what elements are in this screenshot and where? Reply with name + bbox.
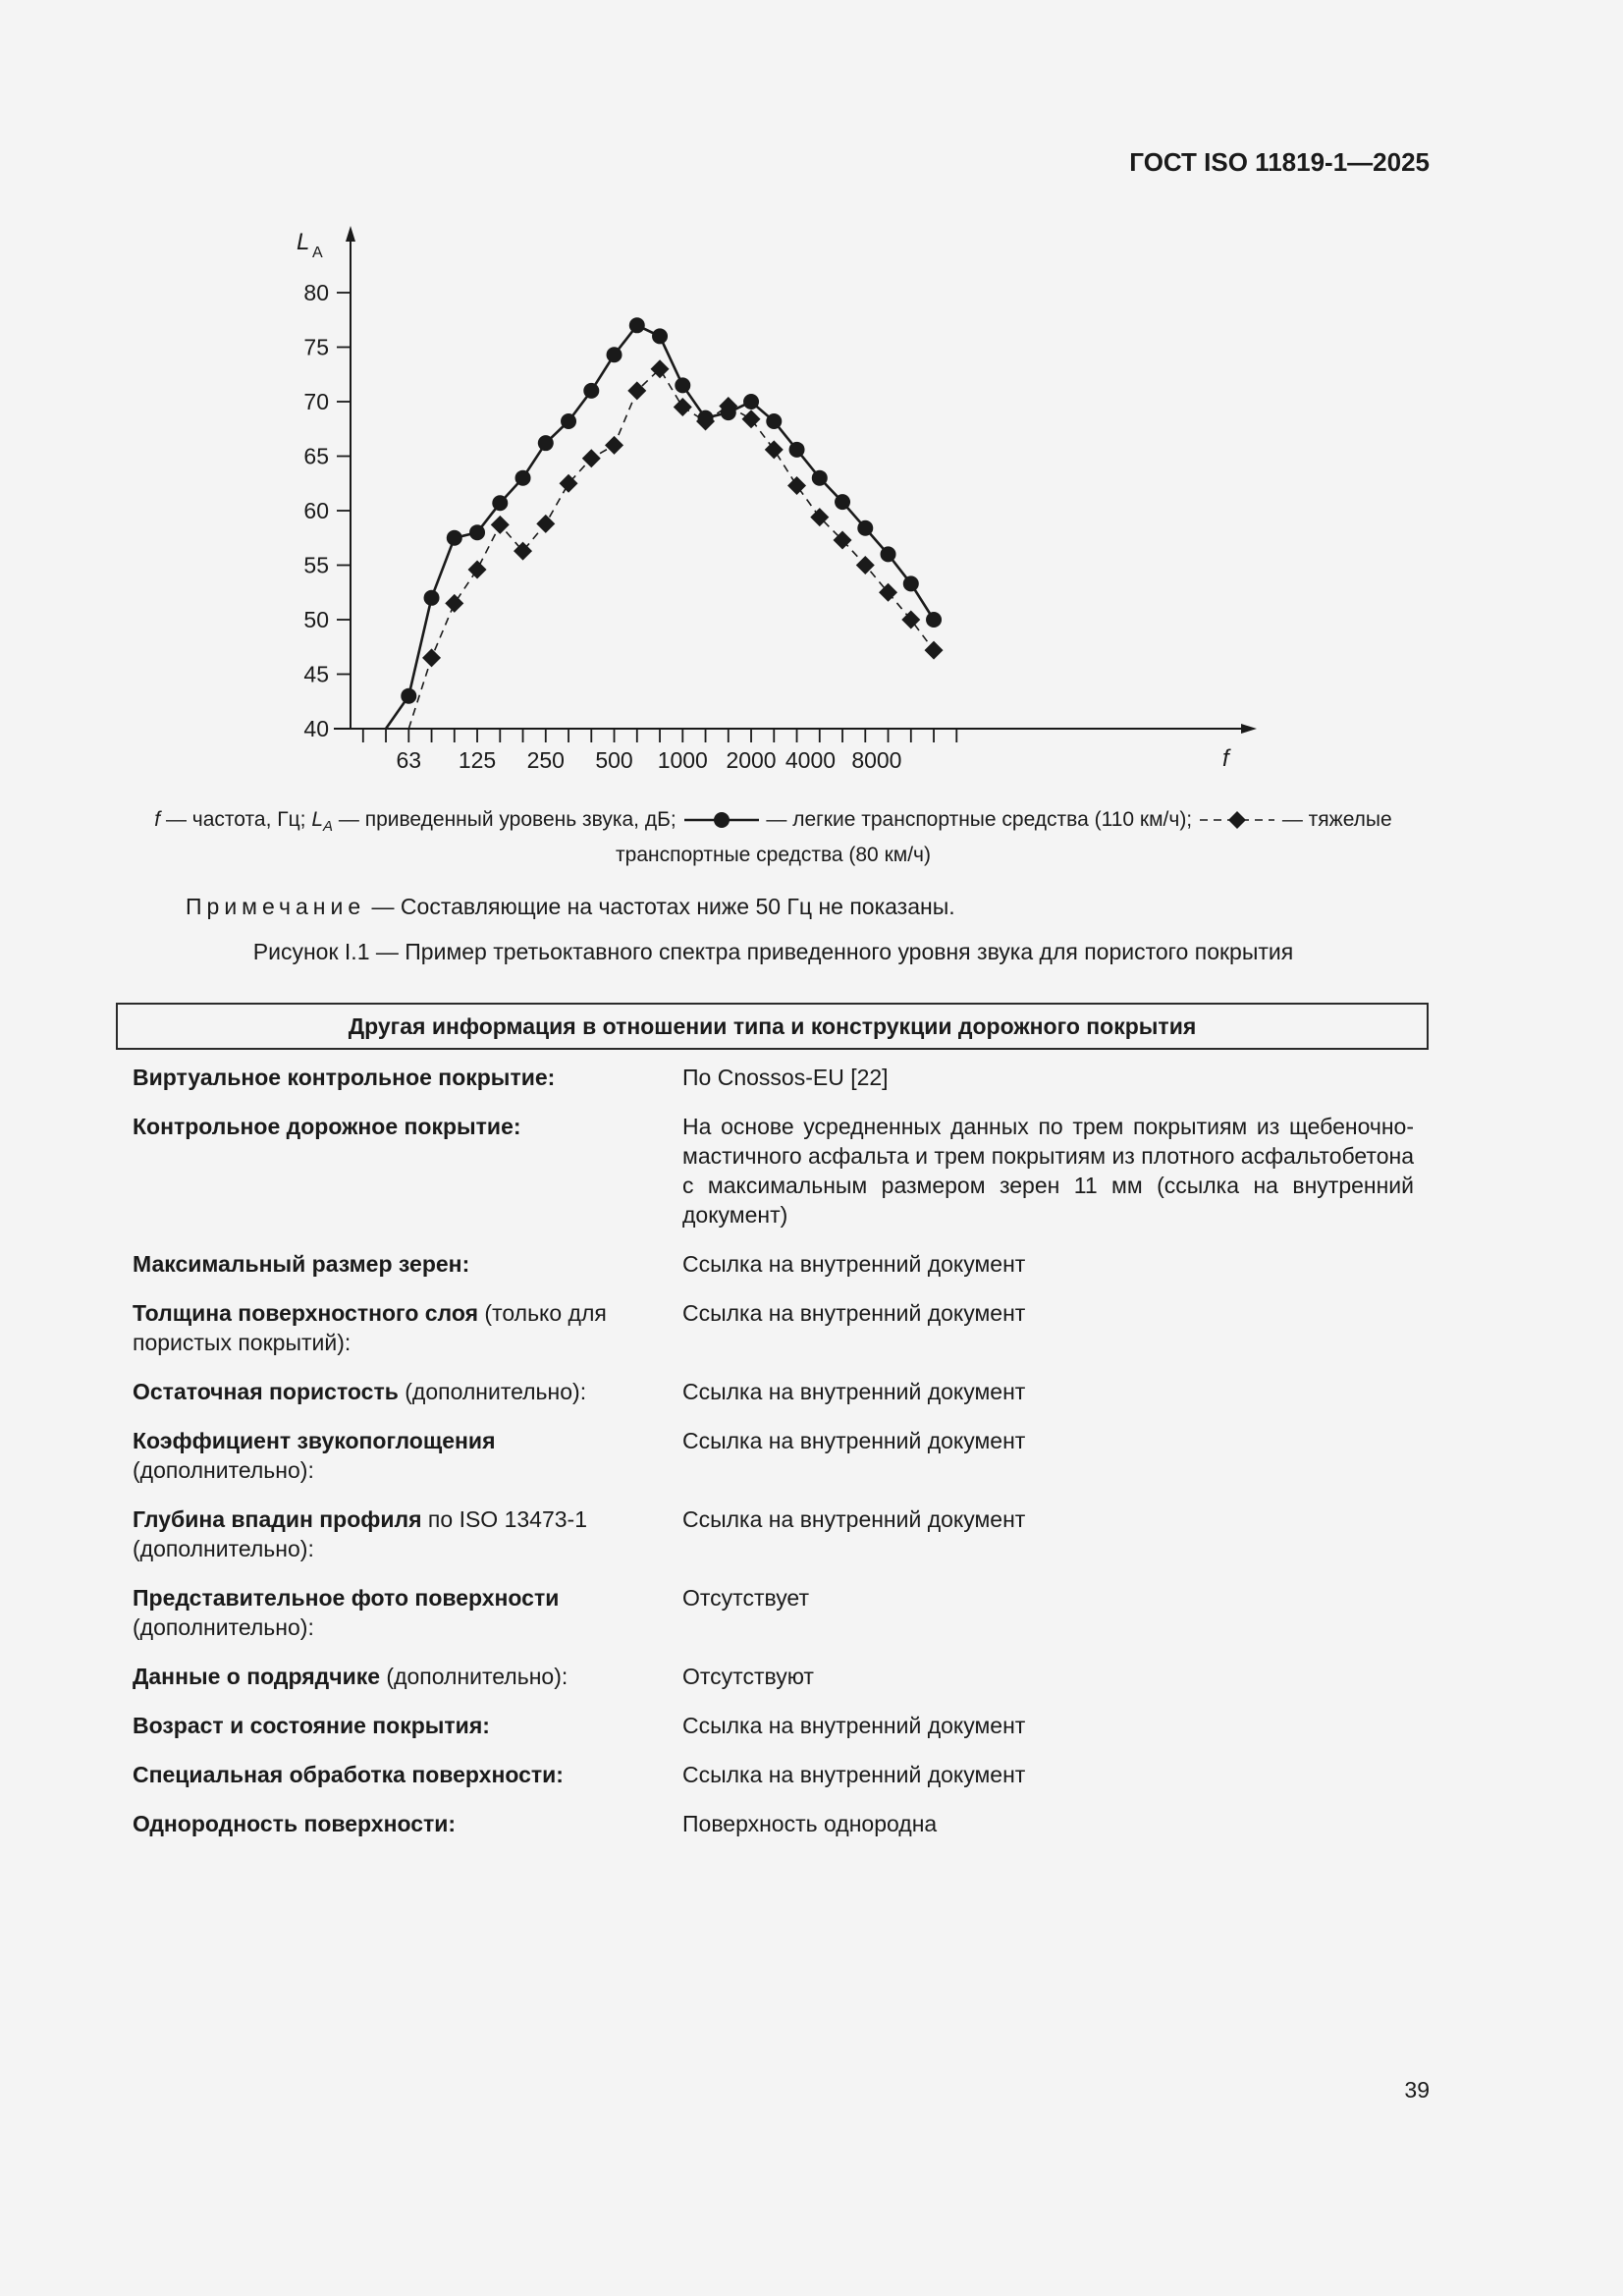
figure-caption: Рисунок I.1 — Пример третьоктавного спектра приведенного уровня звука для пористого покрытия: [252, 939, 1294, 964]
info-row-label: [133, 1298, 682, 1377]
info-label-bold: Виртуальное контрольное покрытие:: [133, 1065, 556, 1090]
y-axis-arrow-icon: [346, 226, 355, 242]
x-tick-label: 500: [595, 747, 633, 773]
y-tick-label: 50: [303, 607, 329, 632]
info-label-bold: Максимальный размер зерен:: [133, 1251, 470, 1277]
info-label-bold: Специальная обработка поверхности:: [133, 1762, 564, 1787]
info-row-value: Ссылка на внутренний документ: [682, 1506, 1026, 1532]
legend-f-symbol: f: [154, 808, 161, 831]
series-line-1: [386, 325, 934, 729]
x-axis-arrow-icon: [1241, 724, 1257, 734]
info-label-bold: Остаточная пористость: [133, 1379, 399, 1404]
info-row-value: Ссылка на внутренний документ: [682, 1428, 1026, 1453]
x-tick-label: 125: [458, 747, 497, 773]
x-tick-label: 250: [526, 747, 565, 773]
info-table: [133, 1063, 1414, 1858]
legend-f-desc: — частота, Гц;: [160, 808, 312, 831]
data-point-diamond: [901, 611, 920, 629]
data-point-diamond: [536, 515, 555, 533]
x-axis-label: f: [1222, 745, 1229, 772]
legend-la-symbol: L: [311, 808, 324, 831]
info-row-value: Ссылка на внутренний документ: [682, 1713, 1026, 1738]
info-label-normal: (только для пористых покрытий):: [133, 1300, 607, 1355]
info-row: [133, 1063, 1414, 1112]
info-label-normal: (дополнительно):: [133, 1614, 314, 1640]
info-row-label: [133, 1711, 682, 1760]
info-row-value: Отсутствует: [682, 1585, 809, 1611]
y-tick-label: 65: [303, 443, 329, 469]
figure-note: [186, 894, 955, 920]
legend-la-sub: A: [323, 818, 334, 836]
data-point-circle: [881, 546, 896, 562]
data-point-diamond: [605, 436, 623, 455]
data-point-circle: [492, 495, 508, 511]
data-point-circle: [857, 520, 873, 536]
info-label-bold: Глубина впадин профиля: [133, 1506, 422, 1532]
data-point-circle: [926, 612, 942, 628]
series-line-2: [408, 369, 934, 729]
info-label-bold: Толщина поверхностного слоя: [133, 1300, 479, 1326]
y-tick-label: 70: [303, 389, 329, 414]
info-label-bold: Данные о подрядчике: [133, 1664, 381, 1689]
data-point-circle: [812, 470, 828, 486]
info-row-value: Ссылка на внутренний документ: [682, 1300, 1026, 1326]
info-row-value: Ссылка на внутренний документ: [682, 1251, 1026, 1277]
info-row: [133, 1504, 1414, 1583]
info-row-value: Ссылка на внутренний документ: [682, 1762, 1026, 1787]
data-point-diamond: [422, 648, 441, 667]
legend-light-desc: — легкие транспортные средства (110 км/ч);: [760, 808, 1198, 831]
info-row-value: Поверхность однородна: [682, 1811, 938, 1836]
y-tick-label: 40: [303, 716, 329, 741]
info-row-label: [133, 1662, 682, 1711]
info-row: [133, 1809, 1414, 1858]
data-point-diamond: [765, 440, 784, 459]
info-label-bold: Однородность поверхности:: [133, 1811, 457, 1836]
info-label-bold: Контрольное дорожное покрытие:: [133, 1114, 521, 1139]
standard-code: ГОСТ ISO 11819-1—2025: [1129, 147, 1430, 177]
data-point-diamond: [445, 594, 463, 613]
sound-level-spectrum-chart: [275, 218, 1276, 793]
note-text: — Составляющие на частотах ниже 50 Гц не показаны.: [365, 894, 955, 919]
data-point-diamond: [787, 476, 806, 495]
info-row-label: [133, 1583, 682, 1662]
data-point-circle: [561, 413, 576, 429]
data-point-circle: [424, 590, 440, 606]
figure-legend: [116, 805, 1431, 869]
x-tick-label: 2000: [726, 747, 777, 773]
y-tick-label: 45: [303, 661, 329, 687]
data-point-circle: [447, 530, 462, 546]
y-tick-label: 80: [303, 280, 329, 305]
info-row-value: По Cnossos-EU [22]: [682, 1065, 889, 1090]
x-tick-label: 4000: [784, 747, 837, 773]
data-point-diamond: [468, 560, 487, 578]
data-point-diamond: [582, 449, 601, 467]
info-row-label: [133, 1112, 682, 1249]
page-number: 39: [1404, 2077, 1430, 2103]
x-tick-label: 8000: [851, 747, 902, 773]
info-row-label: [133, 1426, 682, 1504]
data-point-diamond: [856, 556, 875, 574]
info-row-label: [133, 1760, 682, 1809]
info-row: [133, 1377, 1414, 1426]
info-row-value: На основе усредненных данных по трем покрытиям из щебеночно-мастичного асфальта и трем покрытиям из плотного асфальтобетона с максимальным размером зерен 11 мм (ссылка на внутренний документ): [682, 1114, 1414, 1228]
data-point-circle: [789, 442, 805, 458]
legend-la-desc: — приведенный уровень звука, дБ;: [333, 808, 682, 831]
data-point-circle: [401, 688, 416, 704]
info-row-label: [133, 1377, 682, 1426]
info-row-value: Отсутствуют: [682, 1664, 814, 1689]
data-point-circle: [629, 317, 645, 333]
info-label-normal: по ISO 13473-1 (дополнительно):: [133, 1506, 587, 1561]
legend-diamond-marker-icon: [1198, 810, 1276, 830]
data-point-circle: [607, 347, 622, 362]
info-label-bold: Возраст и состояние покрытия:: [133, 1713, 490, 1738]
data-point-circle: [652, 328, 668, 344]
info-row: [133, 1711, 1414, 1760]
chart-series: [386, 317, 944, 729]
info-row-label: [133, 1504, 682, 1583]
info-row-label: [133, 1249, 682, 1298]
x-tick-label: 63: [396, 747, 422, 773]
data-point-circle: [583, 383, 599, 399]
data-point-circle: [675, 377, 690, 393]
info-row: [133, 1112, 1414, 1249]
y-axis-label: L: [297, 229, 310, 255]
y-tick-label: 60: [303, 498, 329, 523]
legend-heavy-desc-2: транспортные средства (80 км/ч): [616, 844, 931, 867]
info-box-title: Другая информация в отношении типа и конструкции дорожного покрытия: [116, 1003, 1429, 1050]
info-row-label: [133, 1063, 682, 1112]
y-tick-label: 75: [303, 334, 329, 360]
data-point-circle: [903, 575, 919, 591]
info-label-bold: Коэффициент звукопоглощения: [133, 1428, 496, 1453]
data-point-circle: [469, 524, 485, 540]
data-point-circle: [515, 470, 531, 486]
info-row: [133, 1760, 1414, 1809]
info-label-normal: (дополнительно):: [380, 1664, 568, 1689]
chart-labels: [297, 229, 1231, 773]
info-row: [133, 1426, 1414, 1504]
info-label-normal: (дополнительно):: [133, 1457, 314, 1483]
data-point-circle: [766, 413, 782, 429]
y-axis-label-sub: A: [312, 245, 323, 261]
info-row: [133, 1298, 1414, 1377]
info-row: [133, 1249, 1414, 1298]
info-label-normal: (дополнительно):: [398, 1379, 587, 1404]
data-point-diamond: [742, 410, 761, 428]
note-label: Примечание: [186, 894, 366, 919]
data-point-circle: [538, 435, 554, 451]
chart-ticks: [337, 293, 956, 742]
data-point-circle: [743, 394, 759, 410]
info-row-label: [133, 1809, 682, 1858]
legend-heavy-desc-1: — тяжелые: [1275, 808, 1392, 831]
y-tick-label: 55: [303, 552, 329, 578]
x-tick-label: 1000: [657, 747, 708, 773]
info-row: [133, 1662, 1414, 1711]
data-point-diamond: [925, 641, 944, 660]
info-label-bold: Представительное фото поверхности: [133, 1585, 560, 1611]
legend-circle-marker-icon: [682, 810, 761, 830]
data-point-diamond: [674, 398, 692, 416]
data-point-circle: [835, 494, 850, 510]
info-row-value: Ссылка на внутренний документ: [682, 1379, 1026, 1404]
info-row: [133, 1583, 1414, 1662]
